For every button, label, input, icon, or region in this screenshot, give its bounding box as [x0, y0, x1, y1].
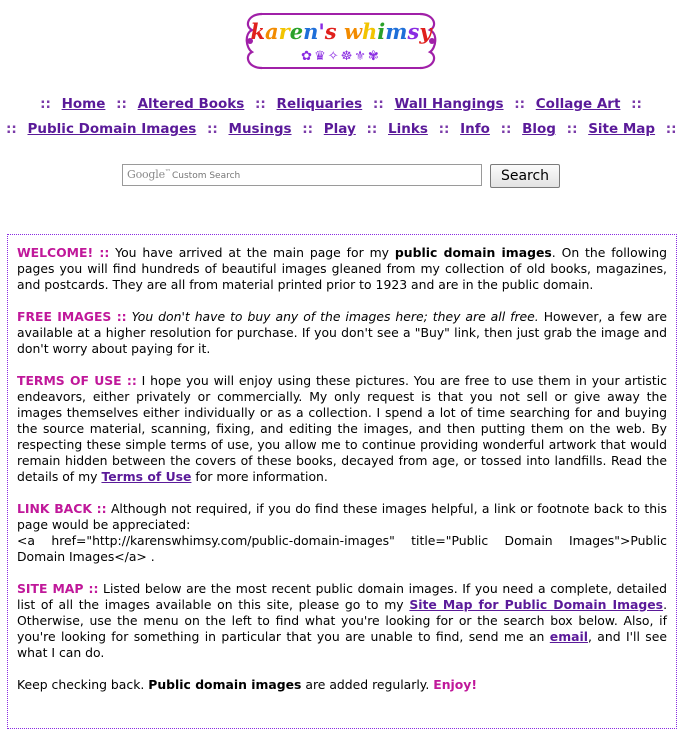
enjoy-text: Enjoy!: [433, 677, 478, 692]
nav-separator: ::: [500, 121, 512, 137]
nav-separator: ::: [566, 121, 578, 137]
nav-blog[interactable]: Blog: [522, 121, 556, 137]
nav-separator: ::: [372, 96, 384, 112]
closing-paragraph: [17, 677, 667, 693]
terms-paragraph: [17, 373, 667, 485]
nav-collage-art[interactable]: Collage Art: [535, 96, 621, 112]
site-map-text-2: . Otherwise, use the menu on the left to find what you're looking for or the search box below. Also, if you're looking for something in particular that you are unable to find, send me an: [17, 597, 668, 644]
svg-text:karen's whimsy: karen's whimsy: [250, 19, 432, 44]
free-images-paragraph: [17, 309, 667, 357]
google-logo: [127, 168, 171, 181]
welcome-text: You have arrived at the main page for my: [109, 245, 395, 260]
link-back-code: <a href="http://karenswhimsy.com/public-domain-images" title="Public Domain Images">Public Domain Images</a> .: [17, 533, 667, 564]
site-map-text: Listed below are the most recent public domain images. If you need a complete, detailed list of all the images available on this site, please go to my: [17, 581, 667, 612]
site-map-link[interactable]: Site Map for Public Domain Images: [409, 597, 664, 612]
welcome-bold: public domain images: [394, 245, 552, 260]
nav-separator: ::: [631, 96, 642, 112]
nav-separator: ::: [116, 96, 127, 112]
terms-text-2: for more information.: [191, 469, 328, 484]
site-map-heading: SITE MAP ::: [17, 581, 99, 596]
nav-separator: ::: [40, 96, 51, 112]
terms-text: I hope you will enjoy using these pictures. You are free to use them in your artistic endeavors, either privately or commercially. My only request is that you not sell or give away the images themselves either individually or as a collection. I spend a lot of time searching for and buying the source material, scanning, fixing, and editing the images, and then putting them on the web. By respecting these simple terms of use, you allow me to continue providing wonderful artwork that would remain hidden between the covers of these books, decayed from age, or tossed into landfills. Read the details of my: [17, 373, 667, 484]
closing-text: Keep checking back.: [17, 677, 149, 692]
free-images-heading: FREE IMAGES ::: [17, 309, 127, 324]
nav-musings[interactable]: Musings: [228, 121, 292, 137]
closing-bold: Public domain images: [148, 677, 302, 692]
nav-separator: ::: [302, 121, 314, 137]
nav-separator: ::: [366, 121, 378, 137]
nav-row-1: [0, 96, 682, 112]
email-link[interactable]: email: [549, 629, 588, 644]
welcome-heading: WELCOME! ::: [17, 245, 110, 260]
nav-info[interactable]: Info: [460, 121, 490, 137]
nav-separator: ::: [255, 96, 266, 112]
closing-text-2: are added regularly.: [301, 677, 434, 692]
google-tm: ™: [164, 168, 171, 176]
nav-site-map[interactable]: Site Map: [588, 121, 656, 137]
nav-reliquaries[interactable]: Reliquaries: [276, 96, 363, 112]
welcome-text-2: . On the following pages you will find hundreds of beautiful images gleaned from my collection of old books, magazines, and postcards. They are all from material printed prior to 1923 and are in the public domain.: [17, 245, 667, 292]
custom-search-label: Custom Search: [172, 171, 241, 181]
nav-row-2: [0, 121, 682, 137]
site-map-paragraph: [17, 581, 667, 661]
google-brand-text: Google: [127, 168, 165, 181]
link-back-paragraph: [17, 501, 667, 565]
svg-text:✿♛✧☸⚜✾: ✿♛✧☸⚜✾: [301, 49, 381, 64]
nav-separator: ::: [438, 121, 450, 137]
nav-play[interactable]: Play: [323, 121, 356, 137]
terms-of-use-link[interactable]: Terms of Use: [101, 469, 192, 484]
ornament-row-icon: [301, 49, 381, 64]
link-back-text: Although not required, if you do find these images helpful, a link or footnote back to this page would be appreciated:: [17, 501, 667, 532]
site-map-text-3: , and I'll see what I can do.: [17, 629, 667, 660]
free-images-text: However, a few are available at a higher resolution for purchase. If you don't see a "Buy" link, then just grab the image and don't worry about paying for it.: [17, 309, 667, 356]
nav-separator: ::: [6, 121, 17, 137]
nav-separator: ::: [207, 121, 218, 137]
nav-separator: ::: [665, 121, 677, 137]
nav-home[interactable]: Home: [61, 96, 106, 112]
content-box: [7, 234, 677, 729]
nav-wall-hangings[interactable]: Wall Hangings: [394, 96, 504, 112]
site-logo[interactable]: [240, 8, 442, 74]
nav-altered-books[interactable]: Altered Books: [137, 96, 245, 112]
nav-public-domain-images[interactable]: Public Domain Images: [27, 121, 197, 137]
welcome-paragraph: [17, 245, 667, 293]
search-button[interactable]: Search: [490, 164, 560, 188]
link-back-heading: LINK BACK ::: [17, 501, 107, 516]
terms-heading: TERMS OF USE ::: [17, 373, 137, 388]
nav-links[interactable]: Links: [388, 121, 428, 137]
nav-separator: ::: [514, 96, 526, 112]
free-images-italic: You don't have to buy any of the images here; they are all free.: [126, 309, 539, 324]
